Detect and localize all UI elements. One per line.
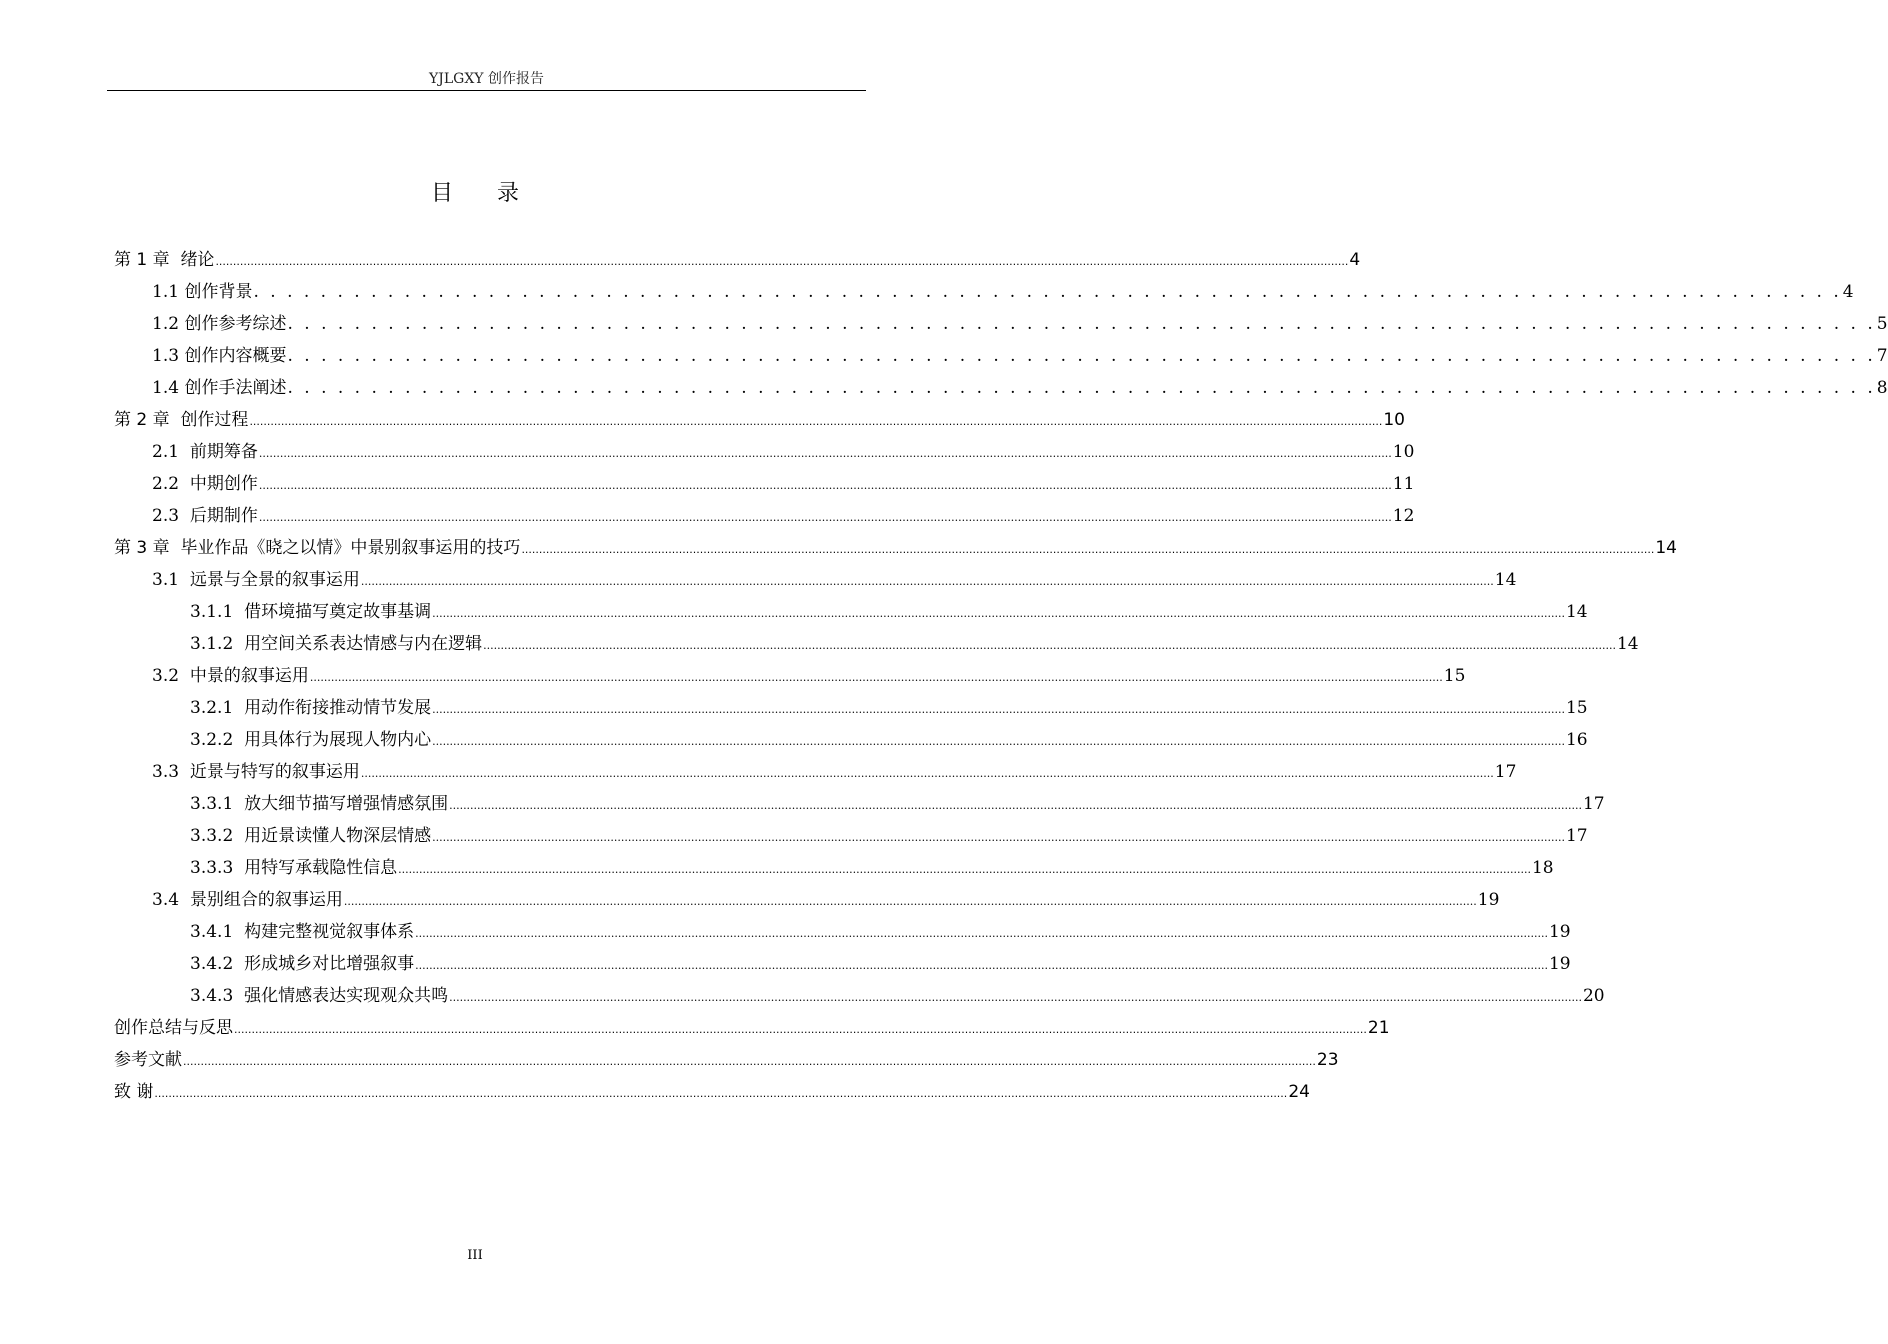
toc-entry-page: 15 — [1443, 666, 1466, 686]
toc-entry-label: 远景与全景的叙事运用 — [189, 570, 360, 590]
toc-entry-number: 3.1 — [152, 570, 190, 590]
toc-dot-leader: .................................................................................................................................................................................................................................................................................................................................... — [154, 1087, 1288, 1100]
toc-dot-leader: .................................................................................................................................................................................................................................................................................................................................... — [360, 767, 1494, 780]
toc-dot-leader: .................................................................................................................................................................................................................................................................................................................................... — [258, 511, 1392, 524]
toc-entry-label: 用具体行为展现人物内心 — [244, 730, 432, 750]
toc-entry-page: 15 — [1565, 698, 1588, 718]
toc-entry-label: 创作总结与反思 — [114, 1018, 233, 1038]
toc-entry[interactable] — [114, 1076, 1310, 1108]
toc-title — [0, 178, 950, 210]
toc-dot-leader: .................................................................................................................................................................................................................................................................................................................................... — [249, 415, 1383, 428]
page-header — [107, 70, 866, 91]
toc-entry-label: 后期制作 — [189, 506, 258, 526]
toc-dot-leader: .................................................................................................................................................................................................................................................................................................................................... — [432, 703, 1565, 716]
toc-entry[interactable] — [152, 372, 1888, 404]
toc-entry[interactable] — [152, 564, 1517, 596]
toc-entry[interactable] — [190, 820, 1588, 852]
toc-entry[interactable] — [152, 308, 1888, 340]
toc-entry-page: 5 — [1876, 314, 1888, 334]
toc-entry-number: 第 2 章 — [114, 410, 181, 430]
toc-entry-label: 强化情感表达实现观众共鸣 — [244, 986, 449, 1006]
toc-entry-number: 3.4.1 — [190, 922, 245, 942]
toc-entry-number: 1.1 — [152, 282, 185, 302]
toc-entry[interactable] — [190, 596, 1588, 628]
toc-dot-leader: .................................................................................................................................................................................................................................................................................................................................... — [215, 255, 1349, 268]
toc-entry[interactable] — [152, 660, 1466, 692]
toc-dot-leader: .................................................................................................................................................................................................................................................................................................................................... — [309, 671, 1443, 684]
toc-entry-page: 19 — [1548, 954, 1571, 974]
toc-dot-leader: .................................................................................................................................................................................................................................................................................................................................... — [258, 447, 1392, 460]
toc-dot-leader: .................................................................................................................................................................................................................................................................................................................................... — [343, 895, 1477, 908]
toc-dot-leader: .................................................................................................................................................................................................................................................................................................................................... — [234, 1023, 1367, 1036]
toc-dot-leader: . . . . . . . . . . . . . . . . . . . . . . . . . . . . . . . . . . . . . . . . . . . . . . . . . . . . . . . . . . . . . . . . . . . . . . . . . . . . . . . . . . . . . . . . . . . . . . . — [253, 282, 1842, 302]
toc-entry-number: 3.2.2 — [190, 730, 245, 750]
toc-dot-leader: . . . . . . . . . . . . . . . . . . . . . . . . . . . . . . . . . . . . . . . . . . . . . . . . . . . . . . . . . . . . . . . . . . . . . . . . . . . . . . . . . . . . . . . . . . . . . . . — [287, 314, 1876, 334]
toc-entry-label: 创作背景 — [184, 282, 253, 302]
toc-dot-leader: .................................................................................................................................................................................................................................................................................................................................... — [183, 1055, 1316, 1068]
toc-entry[interactable] — [152, 276, 1854, 308]
toc-entry[interactable] — [190, 724, 1588, 756]
toc-entry-label: 创作参考综述 — [184, 314, 287, 334]
toc-entry-page: 20 — [1582, 986, 1605, 1006]
toc-entry[interactable] — [152, 468, 1415, 500]
toc-entry[interactable] — [190, 788, 1605, 820]
toc-entry-label: 用动作衔接推动情节发展 — [244, 698, 432, 718]
toc-entry-number: 第 1 章 — [114, 250, 181, 270]
toc-entry-number: 2.1 — [152, 442, 190, 462]
toc-entry-number: 3.4 — [152, 890, 190, 910]
toc-entry-page: 10 — [1392, 442, 1415, 462]
toc-entry-label: 中期创作 — [189, 474, 258, 494]
toc-entry-label: 毕业作品《晓之以情》中景别叙事运用的技巧 — [180, 538, 521, 558]
toc-entry-label: 创作手法阐述 — [184, 378, 287, 398]
toc-entry-page: 14 — [1494, 570, 1517, 590]
toc-entry-page: 23 — [1316, 1050, 1339, 1070]
toc-dot-leader: .................................................................................................................................................................................................................................................................................................................................... — [432, 831, 1565, 844]
toc-entry-page: 7 — [1876, 346, 1888, 366]
toc-entry[interactable] — [152, 340, 1888, 372]
toc-entry-number: 3.3 — [152, 762, 190, 782]
toc-title-left: 目 — [430, 181, 453, 206]
toc-entry-label: 构建完整视觉叙事体系 — [244, 922, 415, 942]
toc-entry-label: 借环境描写奠定故事基调 — [244, 602, 432, 622]
toc-entry[interactable] — [190, 948, 1571, 980]
toc-dot-leader: .................................................................................................................................................................................................................................................................................................................................... — [449, 991, 1582, 1004]
toc-entry-number: 1.4 — [152, 378, 185, 398]
toc-entry-page: 8 — [1876, 378, 1888, 398]
toc-entry[interactable] — [152, 436, 1415, 468]
toc-dot-leader: .................................................................................................................................................................................................................................................................................................................................... — [432, 735, 1565, 748]
toc-dot-leader: .................................................................................................................................................................................................................................................................................................................................... — [360, 575, 1494, 588]
toc-entry[interactable] — [190, 628, 1639, 660]
toc-entry-number: 3.2.1 — [190, 698, 245, 718]
toc-entry-label: 创作过程 — [180, 410, 249, 430]
toc-title-right: 录 — [497, 181, 520, 206]
toc-entry-page: 21 — [1367, 1018, 1390, 1038]
header-title: YJLGXY 创作报告 — [429, 71, 544, 87]
toc-dot-leader: . . . . . . . . . . . . . . . . . . . . . . . . . . . . . . . . . . . . . . . . . . . . . . . . . . . . . . . . . . . . . . . . . . . . . . . . . . . . . . . . . . . . . . . . . . . . . . . — [287, 346, 1876, 366]
toc-entry-page: 19 — [1548, 922, 1571, 942]
toc-entry-page: 17 — [1494, 762, 1517, 782]
toc-entry[interactable] — [190, 980, 1605, 1012]
toc-dot-leader: .................................................................................................................................................................................................................................................................................................................................... — [432, 607, 1565, 620]
toc-entry-number: 3.1.2 — [190, 634, 245, 654]
toc-entry-number: 2.3 — [152, 506, 190, 526]
toc-entry-page: 11 — [1392, 474, 1415, 494]
toc-entry-label: 致 谢 — [114, 1082, 154, 1102]
toc-entry[interactable] — [114, 244, 1361, 276]
toc-entry[interactable] — [152, 756, 1517, 788]
toc-entry-label: 景别组合的叙事运用 — [189, 890, 343, 910]
toc-entry-page: 19 — [1477, 890, 1500, 910]
toc-entry-page: 12 — [1392, 506, 1415, 526]
toc-dot-leader: . . . . . . . . . . . . . . . . . . . . . . . . . . . . . . . . . . . . . . . . . . . . . . . . . . . . . . . . . . . . . . . . . . . . . . . . . . . . . . . . . . . . . . . . . . . . . . . — [287, 378, 1876, 398]
toc-entry-number: 3.4.2 — [190, 954, 245, 974]
toc-entry-page: 17 — [1582, 794, 1605, 814]
toc-entry-page: 4 — [1842, 282, 1854, 302]
toc-dot-leader: .................................................................................................................................................................................................................................................................................................................................... — [415, 927, 1548, 940]
toc-entry[interactable] — [190, 692, 1588, 724]
toc-entry-label: 用特写承载隐性信息 — [244, 858, 398, 878]
toc-entry-number: 3.1.1 — [190, 602, 245, 622]
toc-entry-number: 3.3.2 — [190, 826, 245, 846]
toc-entry-label: 用空间关系表达情感与内在逻辑 — [244, 634, 483, 654]
toc-entry-number: 3.3.3 — [190, 858, 245, 878]
toc-entry-label: 用近景读懂人物深层情感 — [244, 826, 432, 846]
toc-entry-number: 2.2 — [152, 474, 190, 494]
toc-dot-leader: .................................................................................................................................................................................................................................................................................................................................... — [521, 543, 1655, 556]
toc-entry-number: 3.2 — [152, 666, 190, 686]
toc-entry-number: 3.3.1 — [190, 794, 245, 814]
page-number: III — [467, 1248, 483, 1263]
toc-entry-label: 形成城乡对比增强叙事 — [244, 954, 415, 974]
toc-entry-page: 18 — [1531, 858, 1554, 878]
toc-entry-number: 3.4.3 — [190, 986, 245, 1006]
toc-entry-page: 14 — [1655, 538, 1677, 558]
toc-entry[interactable] — [152, 500, 1415, 532]
toc-entry-label: 放大细节描写增强情感氛围 — [244, 794, 449, 814]
toc-entry-page: 14 — [1616, 634, 1639, 654]
toc-entry[interactable] — [114, 404, 1405, 436]
toc-entry-page: 14 — [1565, 602, 1588, 622]
toc-dot-leader: .................................................................................................................................................................................................................................................................................................................................... — [449, 799, 1582, 812]
toc-entry-number: 1.3 — [152, 346, 185, 366]
toc-entry[interactable] — [190, 852, 1554, 884]
toc-dot-leader: .................................................................................................................................................................................................................................................................................................................................... — [398, 863, 1531, 876]
toc-entry-label: 创作内容概要 — [184, 346, 287, 366]
toc-entry[interactable] — [114, 1044, 1339, 1076]
toc-entry[interactable] — [152, 884, 1500, 916]
toc-entry-label: 绪论 — [180, 250, 215, 270]
toc-entry-label: 中景的叙事运用 — [189, 666, 309, 686]
toc-dot-leader: .................................................................................................................................................................................................................................................................................................................................... — [415, 959, 1548, 972]
toc-entry-page: 4 — [1349, 250, 1361, 270]
toc-entry-page: 10 — [1383, 410, 1405, 430]
toc-entry-number: 第 3 章 — [114, 538, 181, 558]
toc-entry[interactable] — [114, 1012, 1390, 1044]
toc-entry-number: 1.2 — [152, 314, 185, 334]
toc-dot-leader: .................................................................................................................................................................................................................................................................................................................................... — [258, 479, 1392, 492]
toc-entry-label: 近景与特写的叙事运用 — [189, 762, 360, 782]
toc-entry-page: 16 — [1565, 730, 1588, 750]
toc-dot-leader: .................................................................................................................................................................................................................................................................................................................................... — [483, 639, 1616, 652]
toc-entry[interactable] — [114, 532, 1677, 564]
toc-entry-page: 17 — [1565, 826, 1588, 846]
toc-entry-label: 参考文献 — [114, 1050, 182, 1070]
toc-entry[interactable] — [190, 916, 1571, 948]
toc-entry-label: 前期筹备 — [189, 442, 258, 462]
toc-entry-page: 24 — [1288, 1082, 1310, 1102]
